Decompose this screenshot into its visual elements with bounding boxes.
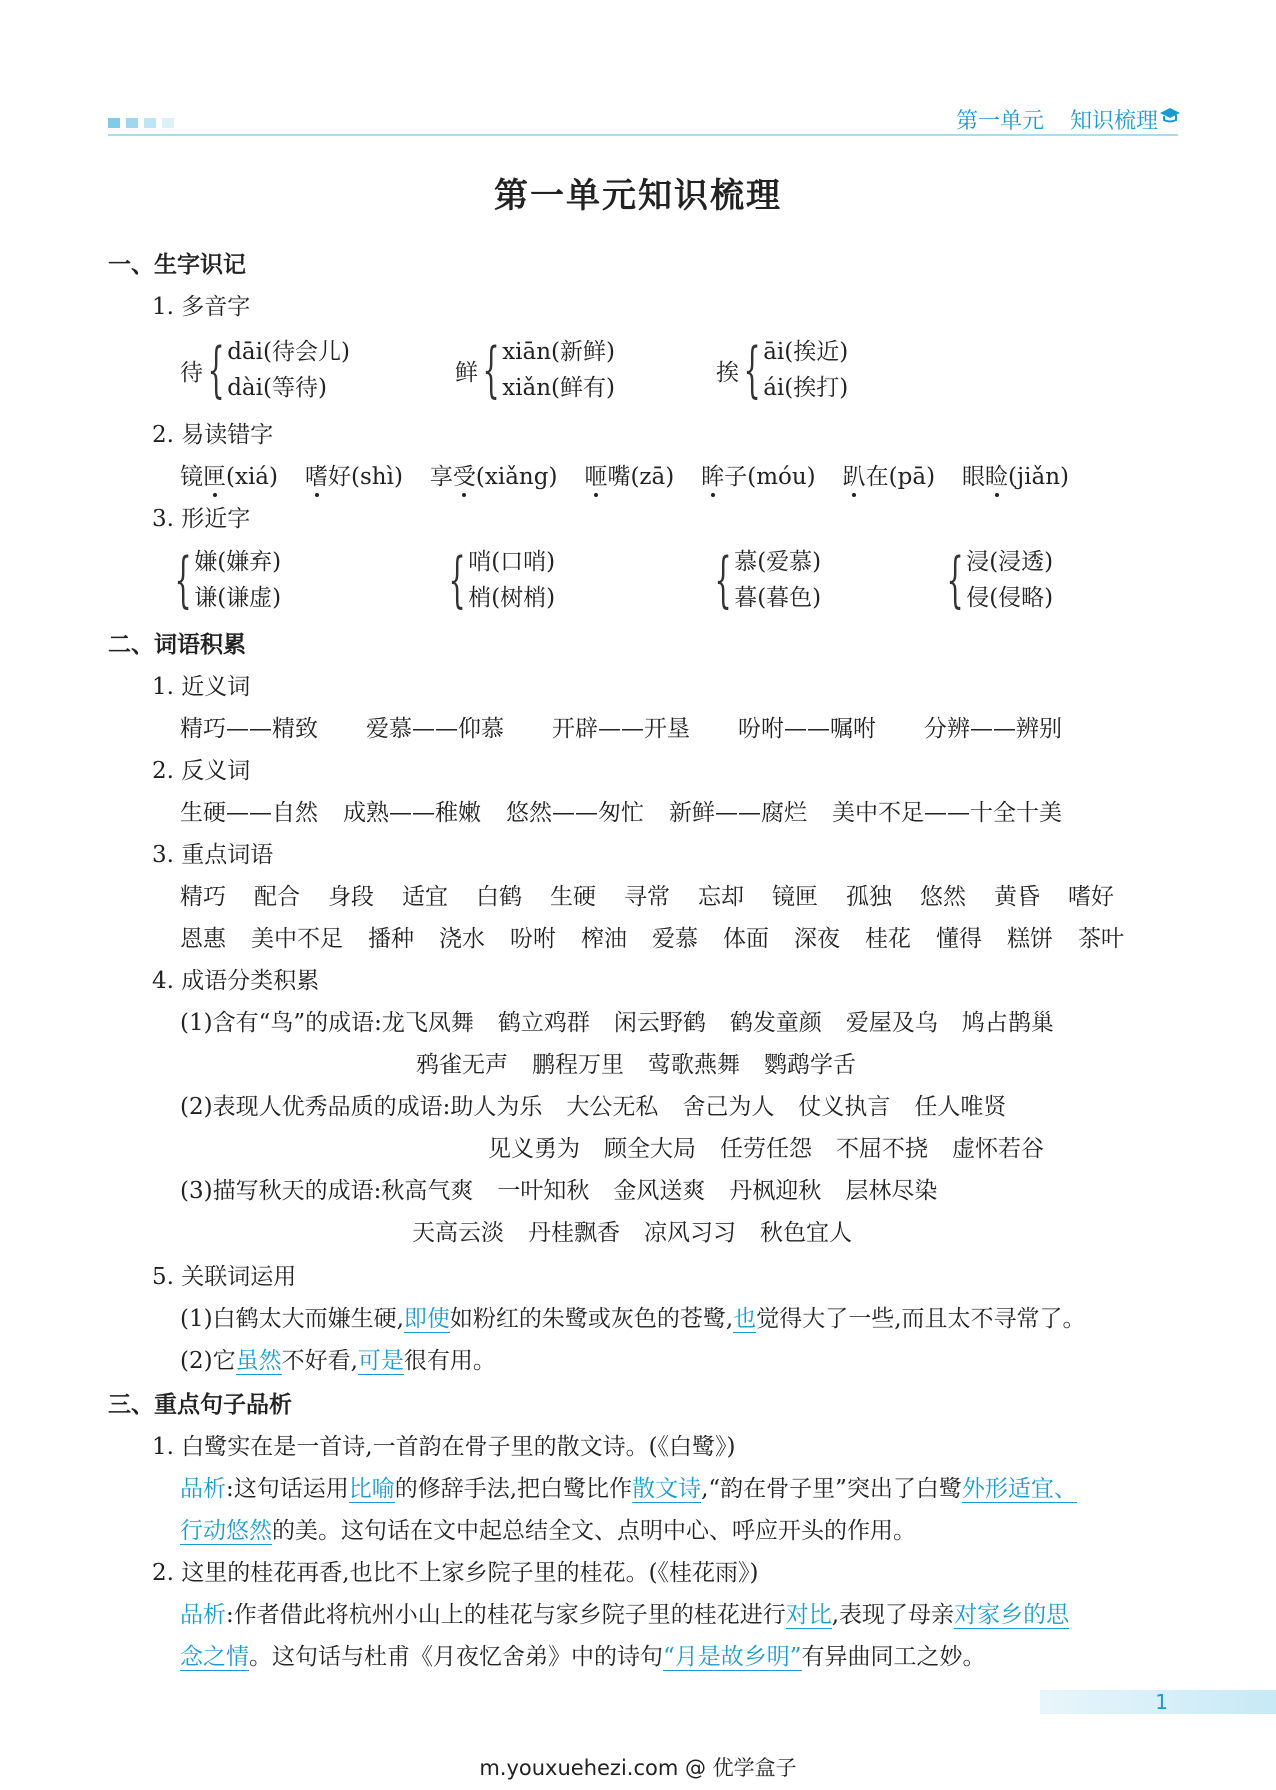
analysis-2: 品析:作者借此将杭州小山上的桂花与家乡院子里的桂花进行对比,表现了母亲对家乡的思 xyxy=(180,1602,1070,1628)
idiom-row xyxy=(416,1050,856,1080)
idiom-row: (3)描写秋天的成语: 秋高气爽 一叶知秋 金风送爽 丹枫迎秋 层林尽染 xyxy=(180,1178,938,1204)
list-item: 忘却 xyxy=(698,884,744,910)
sub-heading-similar: 3. 形近字 xyxy=(152,506,251,532)
sub-heading-misread: 2. 易读错字 xyxy=(152,422,274,448)
idiom-row xyxy=(488,1134,1044,1164)
footer-source: m.youxuehezi.com @ 优学盒子 xyxy=(479,1756,797,1780)
similar-group: { 哨(口哨) 梢(树梢) xyxy=(448,545,556,615)
list-item: 眸子(móu) xyxy=(701,464,816,490)
sub-heading-conjunctions: 5. 关联词运用 xyxy=(152,1264,297,1290)
polyphone-group: 挨 { āi(挨近) ái(挨打) xyxy=(716,335,849,405)
list-item: 悠然——匆忙 xyxy=(506,800,644,826)
list-item: 深夜 xyxy=(794,926,840,952)
list-item: 鹦鹉学舌 xyxy=(764,1052,856,1078)
analysis-1-cont: 行动悠然的美。这句话在文中起总结全文、点明中心、呼应开头的作用。 xyxy=(180,1518,916,1544)
polyphone-group: 待 { dāi(待会儿) dài(等待) xyxy=(180,335,350,405)
list-item: 虚怀若谷 xyxy=(952,1136,1044,1162)
list-item: 悠然 xyxy=(920,884,966,910)
list-item: 懂得 xyxy=(936,926,982,952)
list-item: 黄昏 xyxy=(994,884,1040,910)
list-item: 爱慕——仰慕 xyxy=(366,716,504,742)
list-item: 糕饼 xyxy=(1007,926,1053,952)
similar-group: { 浸(浸透) 侵(侵略) xyxy=(946,545,1054,615)
sub-heading-synonyms: 1. 近义词 xyxy=(152,674,251,700)
sub-heading-keywords: 3. 重点词语 xyxy=(152,842,274,868)
list-item: 寻常 xyxy=(624,884,670,910)
sub-heading-antonyms: 2. 反义词 xyxy=(152,758,251,784)
list-item: 金风送爽 xyxy=(613,1178,706,1204)
list-item: 榨油 xyxy=(581,926,627,952)
list-item: 鹏程万里 xyxy=(532,1052,624,1078)
list-item: 身段 xyxy=(328,884,374,910)
list-item: 嗜好 xyxy=(1068,884,1114,910)
page-number: 1 xyxy=(1155,1690,1168,1714)
list-item: 茶叶 xyxy=(1078,926,1124,952)
list-item: 莺歌燕舞 xyxy=(648,1052,740,1078)
list-item: 享受(xiǎng) xyxy=(429,464,558,490)
list-item: 生硬 xyxy=(550,884,596,910)
list-item: 爱慕 xyxy=(652,926,698,952)
sub-heading-polyphones: 1. 多音字 xyxy=(152,294,251,320)
list-item: 不屈不挠 xyxy=(836,1136,928,1162)
list-item: 咂嘴(zā) xyxy=(584,464,675,490)
list-item: 见义勇为 xyxy=(488,1136,580,1162)
antonym-list xyxy=(180,798,1062,828)
section-heading-3: 三、重点句子品析 xyxy=(108,1392,292,1418)
synonym-list xyxy=(180,714,1062,744)
list-item: 趴在(pā) xyxy=(842,464,936,490)
list-item: 播种 xyxy=(368,926,414,952)
list-item: 秋色宜人 xyxy=(760,1220,852,1246)
list-item: 白鹤 xyxy=(476,884,522,910)
list-item: 嗜好(shì) xyxy=(305,464,403,490)
section-heading-1: 一、生字识记 xyxy=(108,252,246,278)
list-item: 浇水 xyxy=(439,926,485,952)
list-item: 眼睑(jiǎn) xyxy=(962,464,1070,490)
sub-heading-idioms: 4. 成语分类积累 xyxy=(152,968,320,994)
list-item: 开辟——开垦 xyxy=(552,716,690,742)
polyphone-group: 鲜 { xiān(新鲜) xiǎn(鲜有) xyxy=(455,335,615,405)
list-item: 天高云淡 xyxy=(412,1220,504,1246)
list-item: 鹤立鸡群 xyxy=(497,1010,590,1036)
list-item: 桂花 xyxy=(865,926,911,952)
list-item: 一叶知秋 xyxy=(497,1178,590,1204)
list-item: 丹枫迎秋 xyxy=(729,1178,822,1204)
list-item: 吩咐 xyxy=(510,926,556,952)
sentence-2: 2. 这里的桂花再香,也比不上家乡院子里的桂花。(《桂花雨》) xyxy=(152,1560,759,1586)
list-item: 配合 xyxy=(254,884,300,910)
list-item: 秋高气爽 xyxy=(381,1178,474,1204)
list-item: 助人为乐 xyxy=(450,1094,543,1120)
header-unit: 第一单元 xyxy=(955,109,1044,134)
sentence-1: 1. 白鹭实在是一首诗,一首韵在骨子里的散文诗。(《白鹭》) xyxy=(152,1434,736,1460)
list-item: 适宜 xyxy=(402,884,448,910)
list-item: 任人唯贤 xyxy=(914,1094,1007,1120)
list-item: 新鲜——腐烂 xyxy=(669,800,807,826)
graduation-cap-icon xyxy=(1158,104,1180,126)
list-item: 鹤发童颜 xyxy=(729,1010,822,1036)
list-item: 吩咐——嘱咐 xyxy=(738,716,876,742)
list-item: 鸠占鹊巢 xyxy=(961,1010,1054,1036)
list-item: 镜匣(xiá) xyxy=(180,464,278,490)
header-decoration xyxy=(108,118,174,128)
list-item: 顾全大局 xyxy=(604,1136,696,1162)
section-heading-2: 二、词语积累 xyxy=(108,632,246,658)
page-title: 第一单元知识梳理 xyxy=(494,176,782,216)
analysis-2-cont: 念之情。这句话与杜甫《月夜忆舍弟》中的诗句“月是故乡明”有异曲同工之妙。 xyxy=(180,1644,986,1670)
list-item: 任劳任怨 xyxy=(720,1136,812,1162)
list-item: 美中不足 xyxy=(251,926,343,952)
keyword-list xyxy=(180,924,1124,954)
list-item: 舍己为人 xyxy=(682,1094,775,1120)
list-item: 层林尽染 xyxy=(845,1178,938,1204)
similar-group: { 嫌(嫌弃) 谦(谦虚) xyxy=(174,545,282,615)
idiom-row xyxy=(412,1218,852,1248)
idiom-row: (1)含有“鸟”的成语: 龙飞凤舞 鹤立鸡群 闲云野鹤 鹤发童颜 爱屋及乌 鸠占鹊巢 xyxy=(180,1010,1054,1036)
list-item: 恩惠 xyxy=(180,926,226,952)
list-item: 精巧 xyxy=(180,884,226,910)
list-item: 精巧——精致 xyxy=(180,716,318,742)
list-item: 龙飞凤舞 xyxy=(381,1010,474,1036)
header-section: 知识梳理 xyxy=(1070,104,1180,135)
misread-list xyxy=(180,462,1069,492)
keyword-list xyxy=(180,882,1114,912)
list-item: 孤独 xyxy=(846,884,892,910)
list-item: 爱屋及乌 xyxy=(845,1010,938,1036)
list-item: 生硬——自然 xyxy=(180,800,318,826)
list-item: 闲云野鹤 xyxy=(613,1010,706,1036)
list-item: 仗义执言 xyxy=(798,1094,891,1120)
list-item: 鸦雀无声 xyxy=(416,1052,508,1078)
analysis-1: 品析:这句话运用比喻的修辞手法,把白鹭比作散文诗,“韵在骨子里”突出了白鹭外形适宜、 xyxy=(180,1476,1077,1502)
running-header xyxy=(956,104,1180,135)
similar-group: { 慕(爱慕) 暮(暮色) xyxy=(714,545,822,615)
list-item: 大公无私 xyxy=(566,1094,659,1120)
conjunction-example-1: (1)白鹤太大而嫌生硬,即使如粉红的朱鹭或灰色的苍鹭,也觉得大了一些,而且太不寻常了。 xyxy=(180,1306,1086,1332)
list-item: 美中不足——十全十美 xyxy=(832,800,1062,826)
conjunction-example-2: (2)它虽然不好看,可是很有用。 xyxy=(180,1348,496,1374)
list-item: 凉风习习 xyxy=(644,1220,736,1246)
list-item: 镜匣 xyxy=(772,884,818,910)
list-item: 体面 xyxy=(723,926,769,952)
list-item: 丹桂飘香 xyxy=(528,1220,620,1246)
list-item: 分辨——辨别 xyxy=(924,716,1062,742)
list-item: 成熟——稚嫩 xyxy=(343,800,481,826)
idiom-row: (2)表现人优秀品质的成语: 助人为乐 大公无私 舍己为人 仗义执言 任人唯贤 xyxy=(180,1094,1007,1120)
